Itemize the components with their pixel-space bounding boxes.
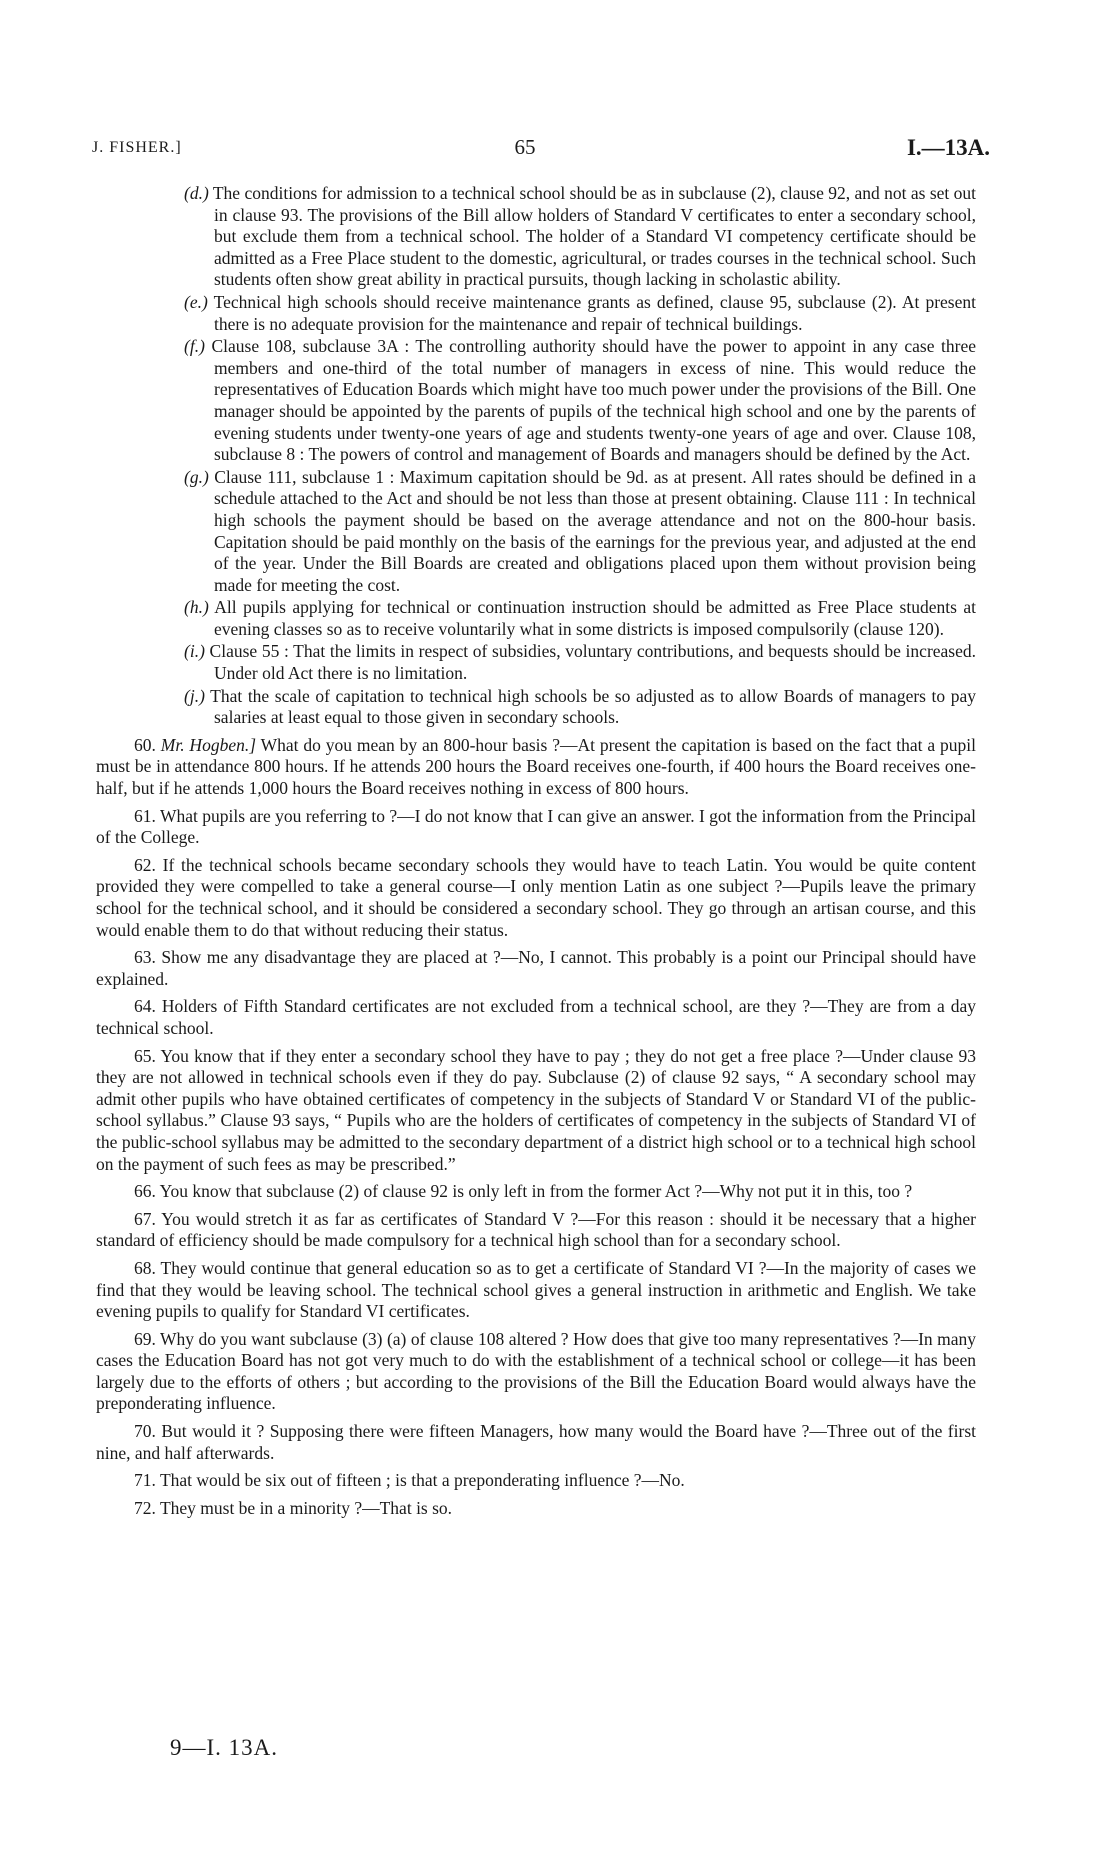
clause-mark: (g.) xyxy=(184,466,209,487)
question-text: Show me any disadvantage they are placed at ?—No, I cannot. This probably is a point our Principal should have explained. xyxy=(96,947,976,989)
question-number: 60. xyxy=(134,734,156,755)
page-number: 65 xyxy=(514,135,536,159)
clause-item xyxy=(96,467,976,597)
question-text: But would it ? Supposing there were fifteen Managers, how many would the Board have ?—Three out of the first nine, and half afterwards. xyxy=(96,1421,976,1463)
question-text: If the technical schools became secondary schools they would have to teach Latin. You would be quite content provided they were compelled to take a general course—I only mention Latin as one subject ?—Pupils leave the primary school for the technical school, and it should be considered a secondary school. They go through an artisan course, and this would enable them to do that without reducing their status. xyxy=(96,854,977,940)
clause-item xyxy=(96,597,976,640)
question-answer xyxy=(96,1258,976,1323)
examination-transcript xyxy=(96,735,976,1520)
question-answer xyxy=(96,806,976,849)
question-text: They must be in a minority ?—That is so. xyxy=(159,1497,453,1518)
question-answer xyxy=(96,855,976,941)
question-text: You know that subclause (2) of clause 92 is only left in from the former Act ?—Why not put it in this, too ? xyxy=(159,1181,913,1202)
question-number: 72. xyxy=(134,1497,156,1518)
clause-mark: (d.) xyxy=(184,183,209,203)
question-answer xyxy=(96,1498,976,1520)
question-number: 70. xyxy=(134,1421,156,1442)
question-number: 69. xyxy=(134,1328,156,1349)
page-header xyxy=(60,135,990,165)
question-text: Why do you want subclause (3) (a) of clause 108 altered ? How does that give too many representatives ?—In many cases the Education Board has not got very much to do with the establishment of a technical school or college—it has been largely due to the efforts of others ; but according to the provisions of the Bill the Education Board would always have the preponderating influence. xyxy=(96,1328,976,1414)
clause-text: Clause 108, subclause 3A : The controlling authority should have the power to appoint in any case three members and one-third of the total number of managers in excess of nine. This would reduce the representatives of Education Boards which might have too much power under the provisions of the Bill. One manager should be appointed by the parents of pupils of the technical high school and one by the parents of evening students under twenty-one years of age and students twenty-one years of age and over. Clause 108, subclause 8 : The powers of control and management of Boards and managers should be defined by the Act. xyxy=(211,336,977,465)
page-body xyxy=(96,183,976,1519)
clause-text: Technical high schools should receive maintenance grants as defined, clause 95, subclause (2). At present there is no adequate provision for the maintenance and repair of technical buildings. xyxy=(213,291,977,334)
question-text: What pupils are you referring to ?—I do not know that I can give an answer. I got the information from the Principal of the College. xyxy=(96,805,977,848)
question-text: They would continue that general education so as to get a certificate of Standard VI ?—In the majority of cases we find that they would be leaving school. The technical school gives a general instruction in arithmetic and English. We take evening pupils to qualify for Standard VI certificates. xyxy=(96,1257,977,1322)
question-answer xyxy=(96,1046,976,1176)
clause-item xyxy=(96,183,976,291)
question-text: What do you mean by an 800-hour basis ?—At present the capitation is based on the fact that a pupil must be in attendance 800 hours. If he attends 200 hours the Board receives one-fourth, if 400 hours the Board receives one-half, but if he attends 1,000 hours the Board receives nothing in excess of 800 hours. xyxy=(96,734,977,799)
question-answer xyxy=(96,1209,976,1252)
question-answer xyxy=(96,1181,976,1203)
question-number: 65. xyxy=(134,1045,156,1066)
document-reference: I.—13A. xyxy=(906,135,990,160)
clause-text: The conditions for admission to a technical school should be as in subclause (2), clause 92, and not as set out in clause 93. The provisions of the Bill allow holders of Standard V certificates to enter a secondary school, but exclude them from a technical school. The holder of a Standard VI competency certificate should be admitted as a Free Place student to the domestic, agricultural, or trades courses in the technical school. Such students often show great ability in practical pursuits, though lacking in scholastic ability. xyxy=(212,183,977,290)
question-answer xyxy=(96,1470,976,1492)
clause-mark: (i.) xyxy=(184,641,205,662)
question-number: 67. xyxy=(134,1208,156,1229)
clause-text: All pupils applying for technical or continuation instruction should be admitted as Free Place students at evening classes so as to receive voluntarily what in some districts is imposed compulsorily (clause 120). xyxy=(214,597,976,639)
signature-mark: 9—I. 13A. xyxy=(170,1735,279,1760)
question-text: Holders of Fifth Standard certificates are not excluded from a technical school, are they ?—They are from a day technical school. xyxy=(96,996,977,1038)
clause-text: Clause 111, subclause 1 : Maximum capitation should be 9d. as at present. All rates should be defined in a schedule attached to the Act and should be not less than those at present obtaining. Clause 111 : In technical high schools the payment should be based on the average attendance and not on the 800-hour basis. Capitation should be paid monthly on the basis of the earnings for the previous year, and adjusted at the end of the year. Under the Bill Boards are created and obligations placed upon them without provision being made for meeting the cost. xyxy=(214,466,976,595)
recommendation-clauses xyxy=(96,183,976,729)
question-answer xyxy=(96,1421,976,1464)
clause-mark: (f.) xyxy=(184,336,205,357)
clause-item xyxy=(96,686,976,729)
question-answer xyxy=(96,996,976,1039)
question-number: 61. xyxy=(134,805,156,826)
question-text: You know that if they enter a secondary school they have to pay ; they do not get a free place ?—Under clause 93 they are not allowed in technical schools even if they do pay. Subclause (2) of clause 92 says, “ A secondary school may admit other pupils who have obtained certificates of competency in the subjects of Standard V or Standard VI of the public-school syllabus.” Clause 93 says, “ Pupils who are the holders of certificates of competency in the subjects of Standard VI of the public-school syllabus may be admitted to the secondary department of a district high school or to a technical high school on the payment of such fees as may be prescribed.” xyxy=(96,1045,976,1174)
clause-mark: (h.) xyxy=(184,597,209,618)
question-number: 64. xyxy=(134,996,156,1017)
question-answer xyxy=(96,1329,976,1415)
question-number: 62. xyxy=(134,854,156,875)
clause-text: Clause 55 : That the limits in respect of subsidies, voluntary contributions, and bequests should be increased. Under old Act there is no limitation. xyxy=(209,641,977,684)
question-number: 68. xyxy=(134,1257,156,1278)
question-answer xyxy=(96,947,976,990)
speaker-name: Mr. Hogben.] xyxy=(160,734,257,755)
clause-mark: (e.) xyxy=(184,291,208,312)
witness-name: J. FISHER.] xyxy=(92,139,182,156)
clause-item xyxy=(96,641,976,684)
clause-text: That the scale of capitation to technical high schools be so adjusted as to allow Boards of managers to pay salaries at least equal to those given in secondary schools. xyxy=(210,685,977,728)
question-number: 71. xyxy=(134,1470,156,1491)
question-number: 66. xyxy=(134,1181,156,1202)
clause-item xyxy=(96,336,976,466)
question-text: That would be six out of fifteen ; is that a preponderating influence ?—No. xyxy=(159,1470,685,1491)
question-answer xyxy=(96,735,976,800)
clause-item xyxy=(96,292,976,335)
question-text: You would stretch it as far as certificates of Standard V ?—For this reason : should it be necessary that a higher standard of efficiency should be made compulsory for a technical high school than for a secondary school. xyxy=(96,1208,976,1251)
clause-mark: (j.) xyxy=(184,685,205,706)
question-number: 63. xyxy=(134,947,156,968)
